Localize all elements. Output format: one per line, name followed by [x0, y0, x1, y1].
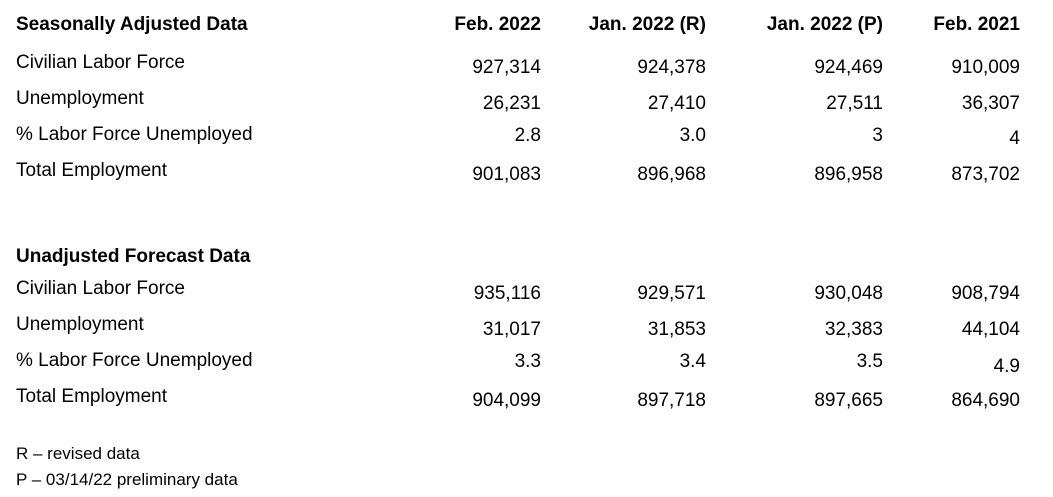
table-cell: 910,009 — [951, 57, 1020, 78]
table-cell: 924,378 — [637, 57, 706, 78]
table-cell: 929,571 — [637, 283, 706, 304]
row-label: Unemployment — [16, 88, 144, 109]
table-cell: 27,410 — [647, 93, 706, 114]
table-cell: 2.8 — [514, 125, 541, 146]
table-cell: 31,853 — [647, 319, 706, 340]
section-heading-seasonally-adjusted: Seasonally Adjusted Data — [16, 14, 248, 35]
row-label: Unemployment — [16, 314, 144, 335]
table-cell: 3.5 — [856, 351, 883, 372]
row-label: Total Employment — [16, 386, 168, 407]
table-cell: 930,048 — [814, 283, 883, 304]
table-cell: 897,665 — [814, 390, 883, 411]
table-cell: 896,958 — [814, 164, 883, 185]
table-cell: 897,718 — [637, 390, 706, 411]
table-cell: 32,383 — [824, 319, 883, 340]
table-cell: 4 — [1009, 128, 1020, 149]
table-cell: 3 — [872, 125, 883, 146]
table-cell: 864,690 — [951, 390, 1020, 411]
row-label: % Labor Force Unemployed — [16, 124, 253, 145]
column-header-feb-2021: Feb. 2021 — [933, 14, 1020, 35]
table-cell: 27,511 — [826, 93, 883, 114]
column-header-feb-2022: Feb. 2022 — [454, 14, 541, 35]
table-cell: 901,083 — [472, 164, 541, 185]
table-cell: 3.4 — [679, 351, 706, 372]
row-label: Civilian Labor Force — [16, 278, 185, 299]
column-header-jan-2022-preliminary: Jan. 2022 (P) — [766, 14, 883, 35]
table-cell: 873,702 — [951, 164, 1020, 185]
row-label: Civilian Labor Force — [16, 52, 185, 73]
table-cell: 904,099 — [472, 390, 541, 411]
table-cell: 924,469 — [814, 57, 883, 78]
table-cell: 36,307 — [961, 93, 1020, 114]
section-heading-unadjusted-forecast: Unadjusted Forecast Data — [16, 246, 251, 267]
table-cell: 26,231 — [482, 93, 541, 114]
table-cell: 896,968 — [637, 164, 706, 185]
table-cell: 4.9 — [993, 356, 1020, 377]
row-label: % Labor Force Unemployed — [16, 350, 253, 371]
column-header-jan-2022-revised: Jan. 2022 (R) — [588, 14, 706, 35]
table-cell: 3.0 — [679, 125, 706, 146]
table-cell: 3.3 — [514, 351, 541, 372]
table-cell: 31,017 — [482, 319, 541, 340]
table-cell: 935,116 — [473, 283, 541, 304]
table-cell: 927,314 — [472, 57, 541, 78]
footnote-preliminary: P – 03/14/22 preliminary data — [16, 470, 238, 489]
row-label: Total Employment — [16, 160, 168, 181]
table-cell: 908,794 — [951, 283, 1020, 304]
footnote-revised: R – revised data — [16, 444, 140, 463]
table-cell: 44,104 — [961, 319, 1020, 340]
